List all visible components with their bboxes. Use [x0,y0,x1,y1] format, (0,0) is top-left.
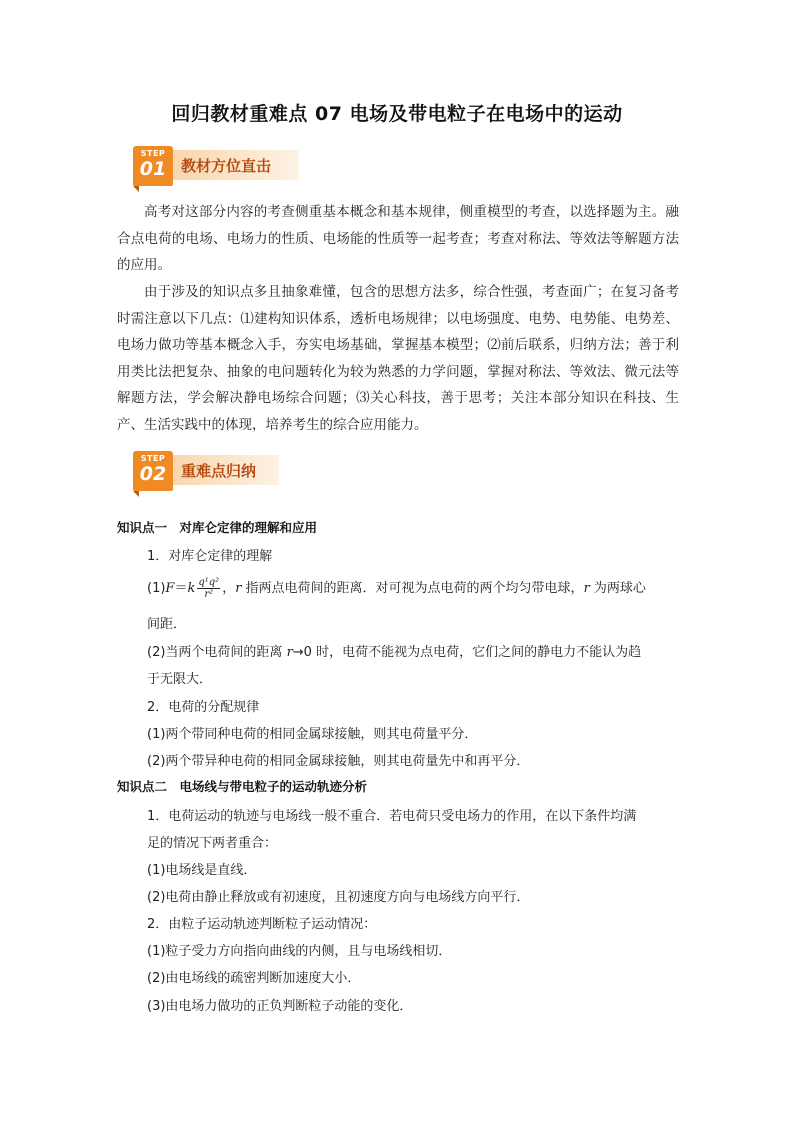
fraction-numerator: q¹q² [198,577,220,588]
kp2-subtitle-1-continuation: 足的情况下两者重合： [147,836,278,851]
kp2-subtitle-1: 1．电荷运动的轨迹与电场线一般不重合．若电荷只受电场力的作用，在以下条件均满 [147,809,637,824]
kp2-sub1-item-1: (1)电场线是直线． [147,863,257,878]
knowledge-point-1-title: 知识点一 对库仑定律的理解和应用 [117,520,318,535]
formula-r: r [235,581,242,596]
formula-text: 指两点电荷间的距离．对可视为点电荷的两个均匀带电球， [241,581,584,596]
intro-paragraph-1: 高考对这部分内容的考查侧重基本概念和基本规律，侧重模型的考查，以选择题为主。融合点电荷的电场、电场力的性质、电场能的性质等一起考查；考查对称法、等效法等解题方法的应用。 [117,204,679,273]
step-label: STEP [140,149,166,158]
badge-fold [133,491,139,497]
section-heading: 重难点归纳 [181,462,257,480]
kp2-subtitle-2: 2．由粒子运动轨迹判断粒子运动情况： [147,917,377,932]
knowledge-point-2-title: 知识点二 电场线与带电粒子的运动轨迹分析 [117,779,368,794]
kp1-item-2-continuation: 于无限大． [147,672,213,687]
formula-comma: ， [222,581,236,596]
formula-eq: ＝ [174,581,188,596]
kp1-subtitle-2: 2．电荷的分配规律 [147,700,260,715]
formula-fraction [197,577,220,600]
kp2-sub1-item-2: (2)电荷由静止释放或有初速度，且初速度方向与电场线方向平行． [147,890,530,905]
formula-k: k [187,581,196,596]
formula-prefix: (1) [147,581,166,596]
page-title: 回归教材重难点 07 电场及带电粒子在电场中的运动 [171,103,623,125]
step-badge [133,451,173,491]
formula-text2: 为两球心 [589,581,646,596]
intro-paragraph-2: 由于涉及的知识点多且抽象难懂，包含的思想方法多，综合性强，考查面广；在复习备考时需注意以下几点：⑴建构知识体系，透析电场规律；以电场强度、电势、电势能、电势差、电场力做功等基本概念入手，夯实电场基础，掌握基本模型；⑵前后联系，归纳方法；善于利用类比法把复杂、抽象的电问题转化为较为熟悉的力学问题，掌握对称法、等效法、微元法等解题方法，学会解决静电场综合问题；⑶关心科技，善于思考；关注本部分知识在科技、生产、生活实践中的体现，培养考生的综合应用能力。 [117,284,679,433]
step-badge [133,146,173,186]
coulomb-formula-line [147,572,646,606]
formula-r2: r [583,581,590,596]
kp2-sub2-item-2: (2)由电场线的疏密判断加速度大小． [147,971,361,986]
step-number: 02 [139,463,167,485]
kp1-sub2-item-2: (2)两个带异种电荷的相同金属球接触，则其电荷量先中和再平分． [147,754,530,769]
badge-fold [133,186,139,192]
step-02-banner [133,451,303,495]
kp1-item-2 [147,641,641,660]
kp1-item-2-b: →0 时，电荷不能视为点电荷，它们之间的静电力不能认为趋 [292,645,642,660]
kp1-item-2-a: (2)当两个电荷间的距离 [147,645,287,660]
step-01-banner [133,146,303,190]
kp1-item-2-r: r [286,645,293,660]
kp2-sub2-item-1: (1)粒子受力方向指向曲线的内侧，且与电场线相切． [147,944,452,959]
kp1-subtitle-1: 1．对库仑定律的理解 [147,549,273,564]
kp1-formula-continuation: 间距． [147,617,187,632]
kp2-sub2-item-3: (3)由电场力做功的正负判断粒子动能的变化． [147,999,413,1014]
formula-F: F [165,581,175,596]
step-number: 01 [139,158,167,180]
step-label: STEP [140,454,166,463]
kp1-sub2-item-1: (1)两个带同种电荷的相同金属球接触，则其电荷量平分． [147,727,478,742]
section-heading: 教材方位直击 [181,157,272,175]
fraction-denominator: r² [204,589,214,600]
